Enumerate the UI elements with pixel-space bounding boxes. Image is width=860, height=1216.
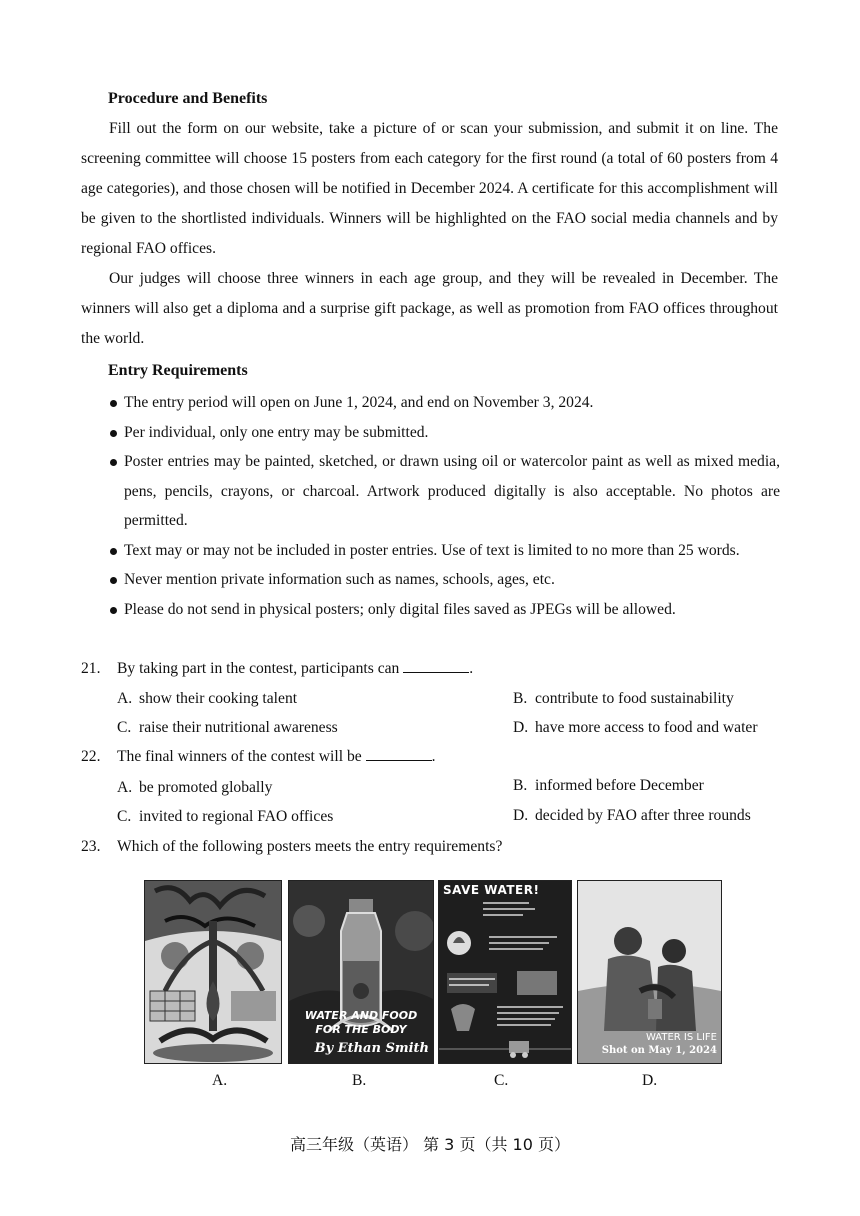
requirement-item: Never mention private information such as names, schools, ages, etc. <box>108 565 780 595</box>
option-letter: D. <box>513 807 529 824</box>
answer-blank <box>366 746 432 761</box>
option-22-a <box>117 777 272 799</box>
option-text: contribute to food sustainability <box>535 690 734 707</box>
option-22-d <box>513 805 751 827</box>
poster-b-signature: By Ethan Smith <box>314 1041 429 1056</box>
requirement-item: Please do not send in physical posters; only digital files saved as JPEGs will be allowed. <box>108 595 780 625</box>
poster-c-illustration <box>439 881 571 1063</box>
poster-c-title: SAVE WATER! <box>443 883 540 897</box>
option-22-b <box>513 775 704 797</box>
requirement-item: Text may or may not be included in poster entries. Use of text is limited to no more than 25 words. <box>108 536 780 566</box>
option-text: raise their nutritional awareness <box>139 719 338 736</box>
option-letter: C. <box>117 719 132 736</box>
question-end: . <box>469 660 474 677</box>
option-text: informed before December <box>535 777 704 794</box>
poster-b-image <box>288 880 434 1064</box>
question-number: 23. <box>81 838 101 855</box>
option-text: have more access to food and water <box>535 719 758 736</box>
option-letter: D. <box>513 719 529 736</box>
page-footer: 高三年级（英语） 第 3 页（共 10 页） <box>290 1135 570 1154</box>
question-stem: The final winners of the contest will be <box>117 748 362 765</box>
option-21-d <box>513 717 758 739</box>
poster-d-label: D. <box>642 1072 658 1089</box>
poster-d-overlay-text <box>602 1031 717 1057</box>
option-22-c <box>117 806 333 828</box>
poster-a-illustration <box>145 881 281 1063</box>
question-stem: By taking part in the contest, participants can <box>117 660 400 677</box>
question-number: 22. <box>81 748 101 765</box>
option-text: be promoted globally <box>139 779 273 796</box>
option-21-a <box>117 688 297 710</box>
option-21-c <box>117 717 338 739</box>
procedure-heading: Procedure and Benefits <box>108 90 268 107</box>
poster-c-image <box>438 880 572 1064</box>
poster-d-overlay-line2: Shot on May 1, 2024 <box>601 1045 717 1056</box>
question-end: . <box>431 748 436 765</box>
option-letter: A. <box>117 690 133 707</box>
poster-c-label: C. <box>494 1072 509 1089</box>
poster-b-title <box>289 1009 433 1037</box>
question-23 <box>81 836 502 858</box>
question-stem: Which of the following posters meets the entry requirements? <box>117 838 503 855</box>
option-letter: A. <box>117 779 133 796</box>
poster-d-overlay-line1: WATER IS LIFE <box>645 1032 717 1043</box>
procedure-paragraph-1: Fill out the form on our website, take a picture of or scan your submission, and submit it on line. The screening committee will choose 15 posters from each category for the first round (a total of 60 posters from 4 age categories), and those chosen will be notified in December 2024. A certificate for this accomplishment will be given to the shortlisted individuals. Winners will be highlighted on the FAO social media channels and by regional FAO offices. <box>81 120 778 257</box>
option-text: decided by FAO after three rounds <box>535 807 751 824</box>
requirements-heading: Entry Requirements <box>108 362 248 379</box>
question-21 <box>81 658 473 680</box>
requirements-list <box>108 388 780 624</box>
option-letter: B. <box>513 690 528 707</box>
option-text: invited to regional FAO offices <box>139 808 334 825</box>
requirement-item: Per individual, only one entry may be submitted. <box>108 418 780 448</box>
question-number: 21. <box>81 660 101 677</box>
option-text: show their cooking talent <box>139 690 298 707</box>
requirement-item: The entry period will open on June 1, 2024, and end on November 3, 2024. <box>108 388 780 418</box>
answer-blank <box>403 658 469 673</box>
poster-d-image <box>577 880 722 1064</box>
poster-b-label: B. <box>352 1072 367 1089</box>
poster-a-label: A. <box>212 1072 228 1089</box>
option-21-b <box>513 688 734 710</box>
poster-a-image <box>144 880 282 1064</box>
option-letter: B. <box>513 777 528 794</box>
poster-b-title-line1: WATER AND FOOD <box>304 1009 418 1022</box>
requirement-item: Poster entries may be painted, sketched, or drawn using oil or watercolor paint as well as mixed media, pens, pencils, crayons, or charcoal. Artwork produced digitally is also acceptable. No photos are permitted. <box>108 447 780 536</box>
option-letter: C. <box>117 808 132 825</box>
question-22 <box>81 746 435 768</box>
procedure-paragraph-2: Our judges will choose three winners in each age group, and they will be revealed in December. The winners will also get a diploma and a surprise gift package, as well as promotion from FAO offices throughout the world. <box>81 270 778 347</box>
poster-b-title-line2: FOR THE BODY <box>315 1023 407 1036</box>
